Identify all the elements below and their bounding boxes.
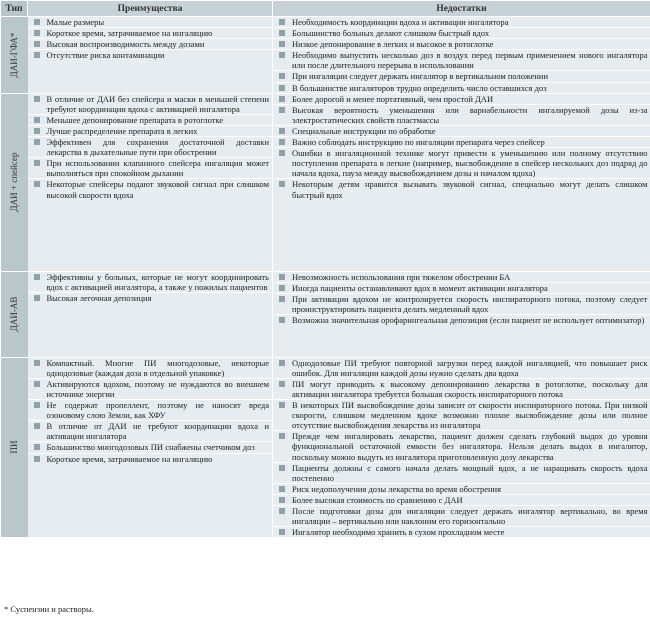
list-item: Некоторые спейсеры подают звуковой сигнал при слишком высокой скорости вдоха — [28, 178, 273, 199]
list-item: В большинстве ингаляторов трудно определить число оставшихся доз — [273, 82, 650, 93]
list-item: Однодозовые ПИ требуют повторной загрузки перед каждой ингаляцией, что повышает риск ошибок. Для ингаляции каждой дозы нужно сделать два вдоха — [273, 358, 650, 378]
list-item: Более дорогой и менее портативный, чем простой ДАИ — [273, 94, 650, 104]
list-item: Прежде чем ингалировать лекарство, пациент должен сделать глубокий выдох до уровня функциональной остаточной емкости без ингалятора. Нельзя делать выдох в ингалятор, поскольку можно выдуть из ингалятора приготовленную дозу лекарства — [273, 430, 650, 461]
table-row — [1, 271, 650, 357]
list-item: Короткое время, затрачиваемое на ингаляцию — [28, 453, 273, 464]
header-disadvantages: Недостатки — [273, 1, 650, 17]
list-item: Возможна значительная орофарингеальная депозиция (если пациент не использует оптимизатор) — [273, 314, 650, 325]
list-item: При использовании клапанного спейсера ингаляция может выполняться при спокойном дыхании — [28, 157, 273, 178]
row-type-label: ДАИ + спейсер — [9, 152, 19, 212]
table-row — [1, 357, 650, 537]
list-item: Большинство многодозовых ПИ снабжены счетчиком доз — [28, 441, 273, 452]
list-item: Иногда пациенты останавливают вдох в момент активации ингалятора — [273, 282, 650, 293]
advantages-list — [28, 272, 273, 303]
row-type-label: ДАИ-АВ — [9, 296, 19, 332]
list-item: Эффективен для сохранения достаточной доставки лекарства в дыхательные пути при обострении — [28, 136, 273, 157]
list-item: В некоторых ПИ высвобождение дозы зависит от скорости инспираторного потока. При низкой скорости, слишком медленном вдохе возможно плохое высвобождение дозы или полное отсутствие высвобождения лекарства из ингалятора — [273, 399, 650, 430]
list-item: Малые размеры — [28, 17, 273, 27]
list-item: Необходимо выпустить несколько доз в воздух перед первым применением нового ингалятора или после длительного перерыва в использовании — [273, 49, 650, 70]
disadvantages-cell — [273, 93, 650, 271]
list-item: Большинство больных делают слишком быстрый вдох — [273, 27, 650, 38]
list-item: В отличие от ДАИ без спейсера и маски в меньшей степени требуют координации вдоха с активацией ингалятора — [28, 94, 273, 114]
list-item: В отличие от ДАИ не требуют координации вдоха и активации ингалятора — [28, 420, 273, 441]
list-item: Отсутствие риска контаминации — [28, 49, 273, 60]
advantages-list — [28, 358, 273, 464]
advantages-list — [28, 94, 273, 200]
list-item: Необходимость координации вдоха и активации ингалятора — [273, 17, 650, 27]
list-item: При ингаляции следует держать ингалятор в вертикальном положении — [273, 70, 650, 81]
advantages-cell — [28, 93, 273, 271]
list-item: Короткое время, затрачиваемое на ингаляцию — [28, 27, 273, 38]
header-row — [1, 1, 650, 17]
advantages-cell — [28, 271, 273, 357]
list-item: Высокая воспроизводимость между дозами — [28, 38, 273, 49]
disadvantages-cell — [273, 271, 650, 357]
list-item: Ошибки в ингаляционной технике могут привести к уменьшению или полному отсутствию поступления препарата в легкие (например, высвобождение в спейсер нескольких доз подряд до начала вдоха, пауза между высвобождением дозы и началом вдоха) — [273, 147, 650, 178]
row-type-cell — [1, 357, 28, 537]
row-type-label: ПИ — [9, 440, 19, 454]
list-item: Эффективны у больных, которые не могут координировать вдох с активацией ингалятора, а также у пожилых пациентов — [28, 272, 273, 292]
list-item: Риск недополучения дозы лекарства во время обострения — [273, 483, 650, 494]
list-item: ПИ могут приводить к высокому депонированию лекарства в ротоглотке, поскольку для активации ингалятора требуется большая скорость инспираторного потока — [273, 378, 650, 399]
list-item: Низкое депонирование в легких и высокое в ротоглотке — [273, 38, 650, 49]
advantages-cell — [28, 357, 273, 537]
list-item: Важно соблюдать инструкцию по ингаляции препарата через спейсер — [273, 136, 650, 147]
disadvantages-cell — [273, 17, 650, 94]
disadvantages-list — [273, 17, 650, 93]
list-item: Некоторым детям нравится вызывать звуковой сигнал, специально могут делать слишком быстрый вдох — [273, 178, 650, 199]
disadvantages-list — [273, 272, 650, 325]
list-item: Лучше распределение препарата в легких — [28, 125, 273, 136]
disadvantages-cell — [273, 357, 650, 537]
list-item: Более высокая стоимость по сравнению с ДАИ — [273, 494, 650, 505]
table-row — [1, 93, 650, 271]
header-advantages: Преимущества — [28, 1, 273, 17]
list-item: Активируются вдохом, поэтому не нуждаются во внешнем источнике энергии — [28, 378, 273, 399]
list-item: Не содержат пропеллент, поэтому не наносят вреда озоновому слою Земли, как ХФУ — [28, 399, 273, 420]
row-type-label: ДАИ-ГФА* — [9, 32, 19, 78]
table-row — [1, 17, 650, 94]
row-type-cell — [1, 17, 28, 94]
header-type: Тип — [1, 1, 28, 17]
list-item: Меньшее депонирование препарата в ротоглотке — [28, 114, 273, 125]
list-item: Невозможность использования при тяжелом обострении БА — [273, 272, 650, 282]
advantages-list — [28, 17, 273, 60]
disadvantages-list — [273, 94, 650, 200]
list-item: Компактный. Многие ПИ многодозовые, некоторые однодозовые (каждая доза в отдельной упаковке) — [28, 358, 273, 378]
table-body — [1, 17, 650, 538]
disadvantages-list — [273, 358, 650, 538]
list-item: Пациенты должны с самого начала делать мощный вдох, а не наращивать скорость вдоха постепенно — [273, 462, 650, 483]
list-item: Ингалятор необходимо хранить в сухом прохладном месте — [273, 526, 650, 537]
list-item: При активации вдохом не контролируется скорость инспираторного потока, поэтому следует проинструктировать пациента делать медленный вдох — [273, 293, 650, 314]
advantages-cell — [28, 17, 273, 94]
list-item: Высокая вероятность уменьшения или вариабельности ингалируемой дозы из-за электростатических свойств пластмассы — [273, 104, 650, 125]
row-type-cell — [1, 93, 28, 271]
list-item: После подготовки дозы для ингаляции следует держать ингалятор вертикально, во время ингаляции – вертикально или наклоним его горизонтально — [273, 505, 650, 526]
row-type-cell — [1, 271, 28, 357]
footnote: * Суспензии и растворы. — [4, 604, 94, 614]
list-item: Специальные инструкции по обработке — [273, 125, 650, 136]
list-item: Высокая легочная депозиция — [28, 292, 273, 303]
